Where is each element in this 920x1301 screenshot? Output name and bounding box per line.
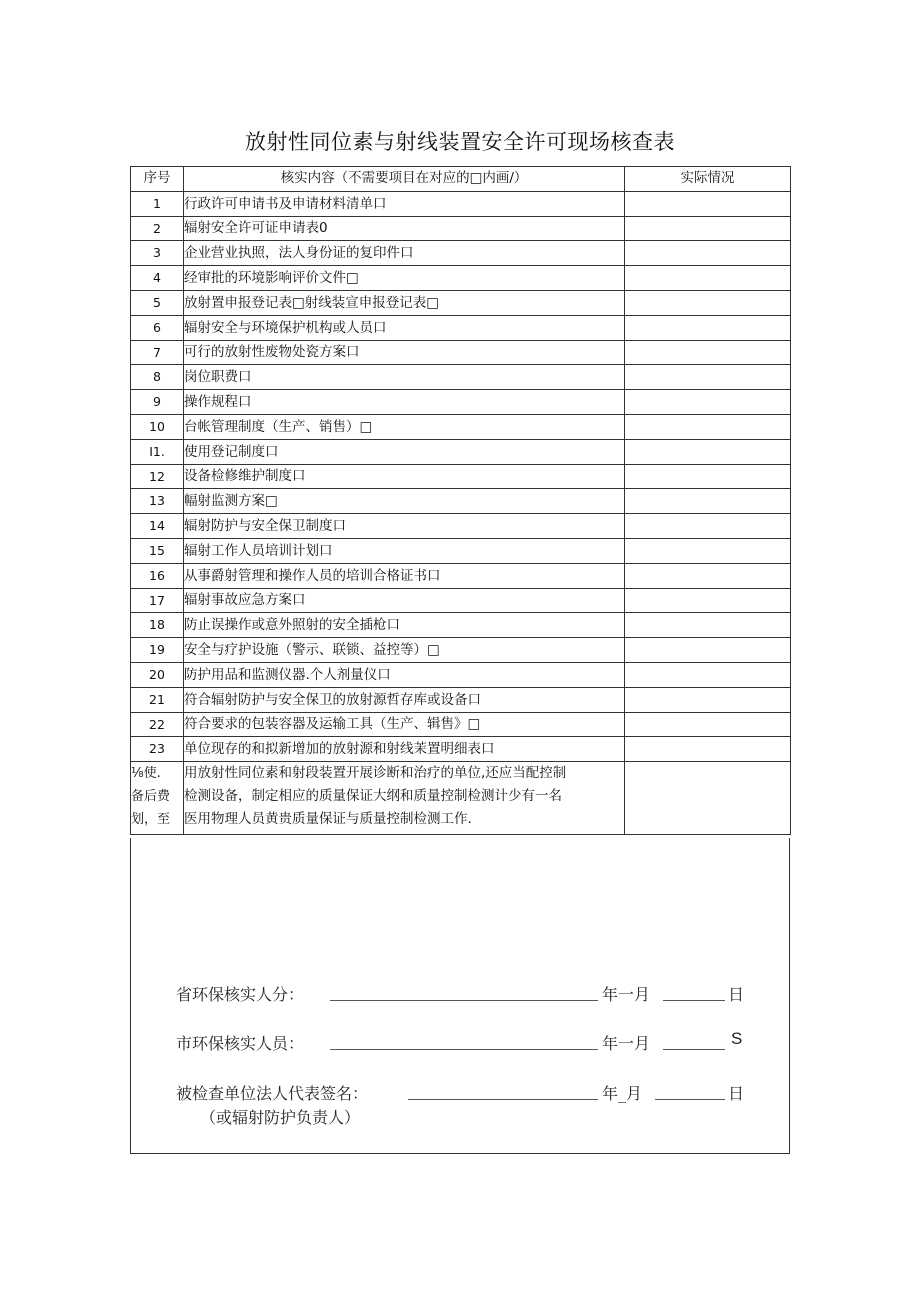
row-index: 7	[131, 340, 184, 365]
row-status-cell[interactable]	[625, 340, 791, 365]
row-index: 15	[131, 538, 184, 563]
row-index: 17	[131, 588, 184, 613]
page-title: 放射性同位素与射线装置安全许可现场核查表	[245, 130, 675, 154]
row-status-cell[interactable]	[625, 414, 791, 439]
row-status-cell[interactable]	[625, 538, 791, 563]
table-row	[131, 390, 791, 415]
table-row	[131, 464, 791, 489]
row-content: 单位现存的和拟新增加的放射源和射线茉置明细表口	[184, 737, 625, 762]
row-status-cell[interactable]	[625, 737, 791, 762]
table-row	[131, 414, 791, 439]
row-status-cell[interactable]	[625, 588, 791, 613]
signature-label: 被检查单位法人代表签名：	[176, 1084, 369, 1103]
table-row	[131, 687, 791, 712]
row-index: 9	[131, 390, 184, 415]
date-year-month: 年_月	[602, 1084, 643, 1103]
row-status-cell[interactable]	[625, 712, 791, 737]
row-index: 8	[131, 365, 184, 390]
table-row	[131, 563, 791, 588]
header-status: 实际情况	[625, 167, 791, 192]
row-status-cell[interactable]	[625, 216, 791, 241]
date-day-label: S	[731, 1029, 743, 1048]
table-row	[131, 340, 791, 365]
table-row	[131, 241, 791, 266]
table-row-note	[131, 762, 791, 835]
row-status-cell[interactable]	[625, 390, 791, 415]
row-status-cell[interactable]	[625, 315, 791, 340]
header-index: 序号	[131, 167, 184, 192]
table-row	[131, 538, 791, 563]
row-status-cell[interactable]	[625, 489, 791, 514]
row-status-cell[interactable]	[625, 191, 791, 216]
row-content: 防护用品和监测仪器.个人剂量仪口	[184, 662, 625, 687]
row-content: 岗位职费口	[184, 365, 625, 390]
date-day-label: 日	[728, 985, 745, 1004]
row-status-cell[interactable]	[625, 613, 791, 638]
row-status-cell[interactable]	[625, 365, 791, 390]
row-index: 20	[131, 662, 184, 687]
header-content: 核实内容（不需要项目在对应的□内画/）	[184, 167, 625, 192]
row-status-cell[interactable]	[625, 290, 791, 315]
row-content: 幅射监测方案□	[184, 489, 625, 514]
row-content: 辐射工作人员培训计划口	[184, 538, 625, 563]
table-row	[131, 266, 791, 291]
note-index-line: 划，至	[131, 812, 171, 828]
table-row	[131, 662, 791, 687]
note-content-line: 用放射性同位素和射段装置开展诊断和治疗的单位,还应当配控制	[184, 765, 567, 782]
table-row	[131, 191, 791, 216]
row-status-cell[interactable]	[625, 662, 791, 687]
row-index: 14	[131, 514, 184, 539]
table-row	[131, 588, 791, 613]
row-index: 13	[131, 489, 184, 514]
table-row	[131, 365, 791, 390]
row-content: 可行的放射性废物处瓷方案口	[184, 340, 625, 365]
table-row	[131, 638, 791, 663]
date-day-line[interactable]	[663, 1000, 725, 1001]
row-content: 企业营业执照，法人身份证的复印件口	[184, 241, 625, 266]
row-content: 台帐管理制度（生产、销售）□	[184, 414, 625, 439]
row-status-cell[interactable]	[625, 241, 791, 266]
table-row	[131, 712, 791, 737]
date-day-line[interactable]	[655, 1099, 725, 1100]
signature-row-province	[176, 982, 304, 1005]
row-index: 18	[131, 613, 184, 638]
table-row	[131, 315, 791, 340]
row-content: 辐射事故应急方案口	[184, 588, 625, 613]
note-index	[131, 762, 184, 835]
table-row	[131, 514, 791, 539]
date-year-month: 年一月	[602, 985, 651, 1004]
row-index: 23	[131, 737, 184, 762]
row-content: 符合辐射防护与安全保卫的放射源哲存库或设备口	[184, 687, 625, 712]
signature-sublabel: （或辐射防护负责人）	[200, 1108, 361, 1127]
table-row	[131, 216, 791, 241]
row-content: 辐射安全与环境保护机构或人员口	[184, 315, 625, 340]
note-index-line: ⅛使.	[131, 766, 161, 782]
signature-line[interactable]	[408, 1099, 598, 1100]
row-index: 4	[131, 266, 184, 291]
row-status-cell[interactable]	[625, 638, 791, 663]
row-index: 16	[131, 563, 184, 588]
table-row	[131, 737, 791, 762]
row-index: 6	[131, 315, 184, 340]
row-content: 安全与疗护设施（警示、联锁、益控等）□	[184, 638, 625, 663]
note-index-line: 备后费	[131, 789, 171, 805]
row-content: 经审批的环境影响评价文件□	[184, 266, 625, 291]
row-status-cell[interactable]	[625, 266, 791, 291]
signature-line[interactable]	[330, 1049, 598, 1050]
row-index: 2	[131, 216, 184, 241]
row-content: 从事爵射管理和操作人员的培训合格证书口	[184, 563, 625, 588]
row-index: 10	[131, 414, 184, 439]
table-row	[131, 290, 791, 315]
row-content: 辐射防护与安全保卫制度口	[184, 514, 625, 539]
row-index: 19	[131, 638, 184, 663]
row-index: I1.	[131, 439, 184, 464]
row-content: 辐射安全许可证申请表0	[184, 216, 625, 241]
table-row	[131, 439, 791, 464]
signature-label: 省环保核实人分：	[176, 985, 305, 1004]
date-day-line[interactable]	[663, 1049, 725, 1050]
row-status-cell[interactable]	[625, 687, 791, 712]
note-status-cell[interactable]	[625, 762, 791, 835]
row-content: 操作规程口	[184, 390, 625, 415]
row-content: 行政许可申请书及申请材料清单口	[184, 191, 625, 216]
table-row	[131, 613, 791, 638]
row-content: 设备检修维护制度口	[184, 464, 625, 489]
row-index: 3	[131, 241, 184, 266]
row-content: 防止误操作或意外照射的安全插枪口	[184, 613, 625, 638]
row-content: 放射置申报登记表□射线装宣申报登记表□	[184, 290, 625, 315]
date-day-label: 日	[728, 1084, 745, 1103]
row-index: 1	[131, 191, 184, 216]
note-content-line: 医用物理人员黄贵质量保证与质量控制检测工作.	[184, 811, 472, 828]
row-content: 符合要求的包装容器及运输工具（生产、辑售》□	[184, 712, 625, 737]
checklist-table	[130, 166, 791, 835]
table-header-row	[131, 167, 791, 192]
signature-row-unit	[176, 1081, 368, 1104]
row-index: 12	[131, 464, 184, 489]
row-status-cell[interactable]	[625, 514, 791, 539]
row-status-cell[interactable]	[625, 439, 791, 464]
note-content-line: 检测设备，制定相应的质量保证大纲和质量控制检测计少有一名	[184, 788, 562, 805]
row-status-cell[interactable]	[625, 563, 791, 588]
signature-label: 市环保核实人员：	[176, 1034, 305, 1053]
note-content	[184, 762, 625, 835]
signature-line[interactable]	[330, 1000, 598, 1001]
row-index: 21	[131, 687, 184, 712]
row-status-cell[interactable]	[625, 464, 791, 489]
row-index: 22	[131, 712, 184, 737]
row-index: 5	[131, 290, 184, 315]
signature-row-city	[176, 1031, 304, 1054]
table-row	[131, 489, 791, 514]
date-year-month: 年一月	[602, 1034, 651, 1053]
row-content: 使用登记制度口	[184, 439, 625, 464]
